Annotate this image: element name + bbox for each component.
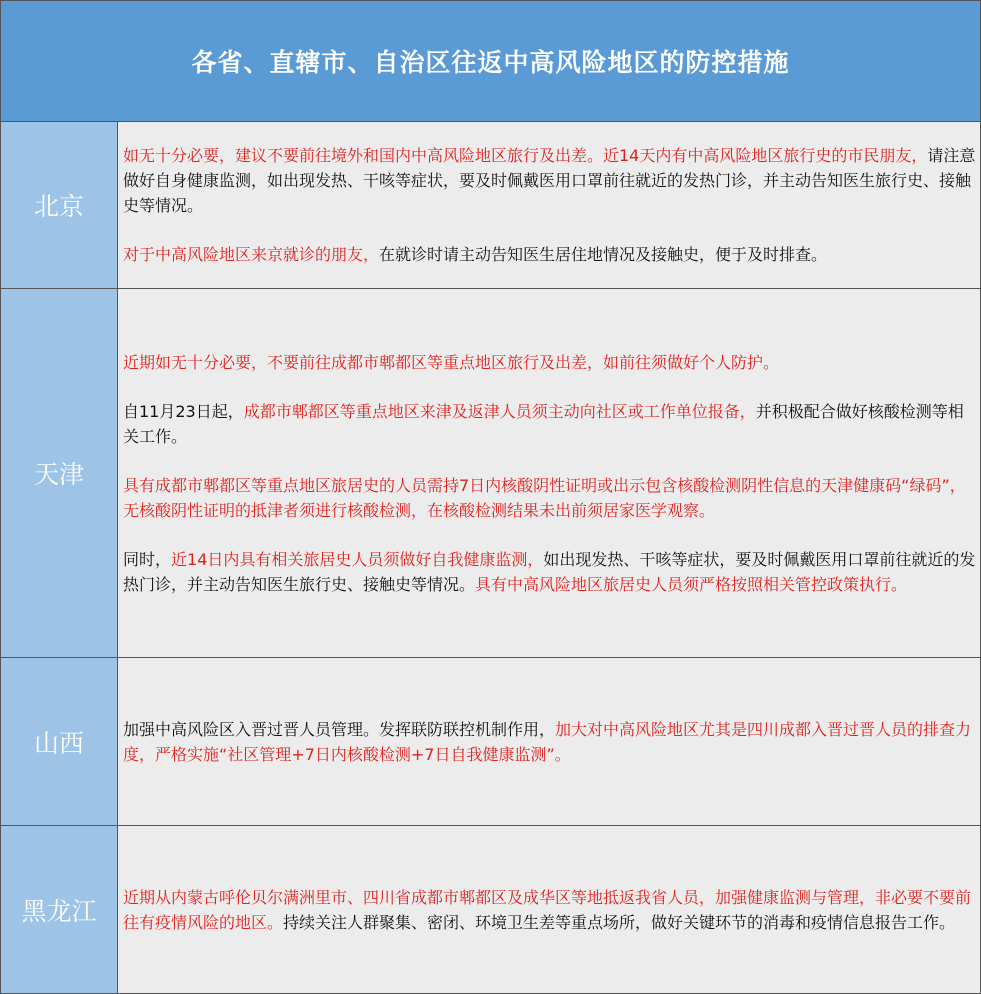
region-label: 天津 — [1, 289, 118, 657]
table-row-heilongjiang — [1, 826, 980, 993]
measure-paragraph — [123, 399, 976, 449]
table-title: 各省、直辖市、自治区往返中高风险地区的防控措施 — [1, 1, 980, 122]
highlighted-text: 近期从内蒙古呼伦贝尔满洲里市、四川省成都市郫都区及成华区等地抵返我省人员，加强健康监测与管理，非必要不要前往有疫情风险的地区。 — [123, 887, 972, 932]
body-text: 同时， — [123, 549, 172, 569]
body-text: 请注意做好自身健康监测，如出现发热、干咳等症状，要及时佩戴医用口罩前往就近的发热门诊，并主动告知医生旅行史、接触史等情况。 — [123, 146, 976, 215]
measure-paragraph — [123, 547, 976, 597]
measure-paragraph — [123, 350, 976, 375]
body-text: 如出现发热、干咳等症状，要及时佩戴医用口罩前往就近的发热门诊，并主动告知医生旅行史、接触史等情况。 — [123, 549, 976, 594]
body-text: 加强中高风险区入晋过晋人员管理。发挥联防联控机制作用， — [123, 719, 556, 739]
table-row-tianjin — [1, 289, 980, 658]
measures-content — [123, 122, 976, 288]
measure-paragraph — [123, 473, 976, 523]
region-label: 山西 — [1, 658, 118, 825]
measures-content — [123, 289, 976, 657]
region-label: 黑龙江 — [1, 826, 118, 993]
measure-paragraph — [123, 885, 976, 935]
highlighted-text: 具有成都市郫都区等重点地区旅居史的人员需持7日内核酸阴性证明或出示包含核酸检测阴性信息的天津健康码“绿码”，无核酸阴性证明的抵津者须进行核酸检测，在核酸检测结果未出前须居家医学观察。 — [123, 475, 966, 520]
body-text: 持续关注人群聚集、密闭、环境卫生差等重点场所，做好关键环节的消毒和疫情信息报告工作。 — [283, 912, 956, 932]
highlighted-text: 具有中高风险地区旅居史人员须严格按照相关管控政策执行。 — [475, 574, 908, 594]
highlighted-text: 加大对中高风险地区尤其是四川成都入晋过晋人员的排查力度，严格实施“社区管理+7日内核酸检测+7日自我健康监测”。 — [123, 719, 972, 764]
body-text: 自11月23日起， — [123, 401, 244, 421]
highlighted-text: 如无十分必要，建议不要前往境外和国内中高风险地区旅行及出差。近14天内有中高风险地区旅行史的市民朋友， — [123, 146, 928, 165]
highlighted-text: 对于中高风险地区来京就诊的朋友， — [123, 245, 380, 264]
measures-content — [123, 658, 976, 825]
highlighted-text: 成都市郫都区等重点地区来津及返津人员须主动向社区或工作单位报备， — [243, 401, 756, 421]
body-text: 并积极配合做好核酸检测等相关工作。 — [123, 401, 964, 446]
measure-paragraph — [123, 242, 976, 267]
measures-content — [123, 826, 976, 993]
body-text: 在就诊时请主动告知医生居住地情况及接触史，便于及时排查。 — [379, 245, 828, 264]
region-label: 北京 — [1, 122, 118, 288]
measure-paragraph — [123, 143, 976, 218]
highlighted-text: 近14日内具有相关旅居史人员须做好自我健康监测， — [171, 549, 544, 569]
highlighted-text: 近期如无十分必要，不要前往成都市郫都区等重点地区旅行及出差，如前往须做好个人防护。 — [123, 352, 780, 372]
table-row-beijing — [1, 122, 980, 289]
table-row-shanxi — [1, 658, 980, 826]
measure-paragraph — [123, 717, 976, 767]
